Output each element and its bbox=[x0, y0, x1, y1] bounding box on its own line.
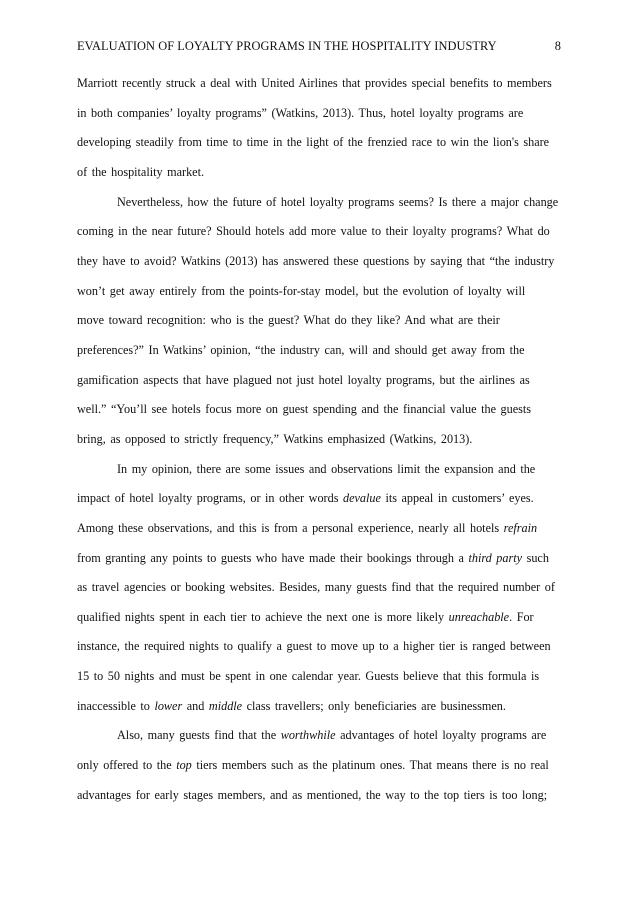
text-run: . For bbox=[509, 609, 534, 624]
text-run: gamification aspects that have plagued not just hotel loyalty programs, but the airlines as bbox=[77, 372, 530, 387]
text-run: and bbox=[182, 698, 209, 713]
italic-text: unreachable bbox=[448, 609, 510, 624]
text-line bbox=[77, 518, 563, 548]
text-line bbox=[77, 370, 563, 400]
text-line bbox=[77, 162, 563, 192]
text-line bbox=[77, 459, 563, 489]
text-line bbox=[77, 221, 563, 251]
text-run: they have to avoid? Watkins (2013) has answered these questions by saying that “the industry bbox=[77, 253, 555, 268]
text-run: developing steadily from time to time in the light of the frenzied race to win the lion's share bbox=[77, 135, 550, 150]
text-run: its appeal in customers’ eyes. bbox=[380, 491, 534, 506]
text-line bbox=[77, 488, 563, 518]
text-run: tiers members such as the platinum ones. That means there is no real bbox=[191, 758, 549, 773]
body-text bbox=[77, 73, 563, 814]
text-run: inaccessible to bbox=[77, 698, 155, 713]
text-line bbox=[77, 725, 563, 755]
text-run: won’t get away entirely from the points-for-stay model, but the evolution of loyalty will bbox=[77, 283, 526, 298]
text-run: in both companies’ loyalty programs” (Watkins, 2013). Thus, hotel loyalty programs are bbox=[77, 105, 524, 120]
text-run: Nevertheless, how the future of hotel loyalty programs seems? Is there a major change bbox=[117, 194, 559, 209]
text-run: advantages for early stages members, and as mentioned, the way to the top tiers is too long; bbox=[77, 787, 548, 802]
text-run: well.” “You’ll see hotels focus more on guest spending and the financial value the guests bbox=[77, 402, 532, 417]
text-line bbox=[77, 607, 563, 637]
text-run: of the hospitality market. bbox=[77, 164, 205, 179]
text-line bbox=[77, 577, 563, 607]
text-run: 15 to 50 nights and must be spent in one calendar year. Guests believe that this formula is bbox=[77, 669, 540, 684]
text-run: Marriott recently struck a deal with United Airlines that provides special benefits to members bbox=[77, 76, 552, 90]
text-line bbox=[77, 636, 563, 666]
text-line bbox=[77, 192, 563, 222]
text-line bbox=[77, 399, 563, 429]
text-line bbox=[77, 755, 563, 785]
text-line bbox=[77, 340, 563, 370]
text-run: from granting any points to guests who have made their bookings through a bbox=[77, 550, 469, 565]
text-line bbox=[77, 132, 563, 162]
text-line bbox=[77, 251, 563, 281]
running-head-title: EVALUATION OF LOYALTY PROGRAMS IN THE HOSPITALITY INDUSTRY bbox=[77, 39, 497, 53]
text-line bbox=[77, 785, 563, 815]
text-line bbox=[77, 696, 563, 726]
italic-text: devalue bbox=[343, 491, 381, 506]
text-run: Among these observations, and this is from a personal experience, nearly all hotels bbox=[77, 520, 504, 535]
text-run: only offered to the bbox=[77, 758, 177, 773]
page-number: 8 bbox=[554, 39, 561, 53]
text-run: Also, many guests find that the bbox=[117, 728, 281, 743]
text-line bbox=[77, 548, 563, 578]
text-line bbox=[77, 73, 563, 103]
italic-text: lower bbox=[154, 698, 183, 713]
text-run: bring, as opposed to strictly frequency,” Watkins emphasized (Watkins, 2013). bbox=[77, 431, 473, 446]
text-run: move toward recognition: who is the guest? What do they like? And what are their bbox=[77, 313, 500, 328]
text-run: as travel agencies or booking websites. Besides, many guests find that the required number of bbox=[77, 580, 555, 595]
text-line bbox=[77, 103, 563, 133]
italic-text: worthwhile bbox=[280, 728, 336, 743]
text-line bbox=[77, 281, 563, 311]
text-run: class travellers; only beneficiaries are businessmen. bbox=[242, 698, 506, 713]
text-run: coming in the near future? Should hotels add more value to their loyalty programs? What do bbox=[77, 224, 550, 239]
text-run: impact of hotel loyalty programs, or in other words bbox=[77, 491, 343, 506]
text-line bbox=[77, 310, 563, 340]
text-run: preferences?” In Watkins’ opinion, “the industry can, will and should get away from the bbox=[77, 342, 525, 357]
text-line bbox=[77, 666, 563, 696]
running-head bbox=[77, 38, 561, 54]
text-run: advantages of hotel loyalty programs are bbox=[335, 728, 547, 743]
italic-text: middle bbox=[208, 698, 243, 713]
text-run: In my opinion, there are some issues and observations limit the expansion and the bbox=[117, 461, 536, 476]
text-run: instance, the required nights to qualify a guest to move up to a higher tier is ranged between bbox=[77, 639, 551, 654]
text-run: such bbox=[522, 550, 549, 565]
text-line bbox=[77, 429, 563, 459]
italic-text: third party bbox=[468, 550, 523, 565]
text-run: qualified nights spent in each tier to achieve the next one is more likely bbox=[77, 609, 449, 624]
italic-text: refrain bbox=[503, 520, 538, 535]
italic-text: top bbox=[176, 758, 192, 773]
